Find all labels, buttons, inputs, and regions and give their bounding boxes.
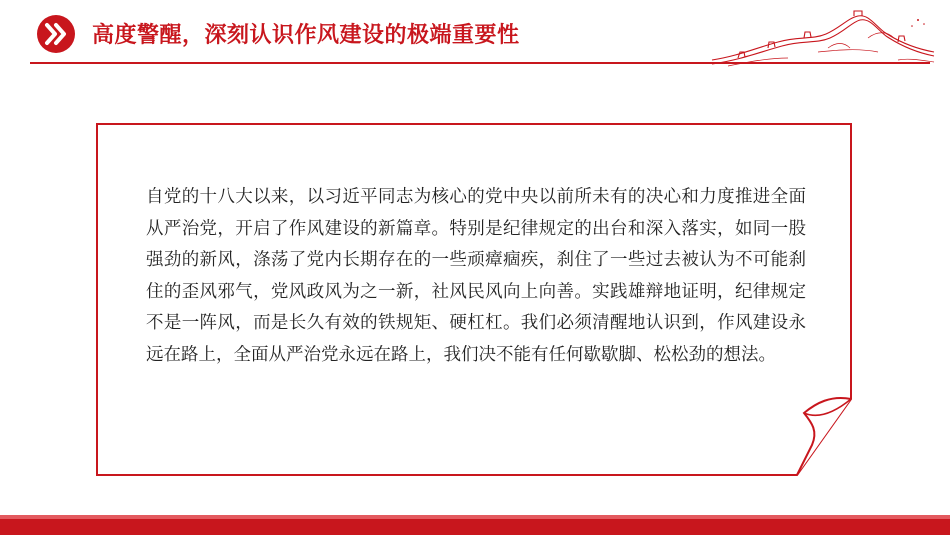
body-paragraph: 自党的十八大以来，以习近平同志为核心的党中央以前所未有的决心和力度推进全面从严治党，开启了作风建设的新篇章。特别是纪律规定的出台和深入落实，如同一股强劲的新风，涤荡了党内长期存在的一些顽瘴痼疾，刹住了一些过去被认为不可能刹住的歪风邪气，党风政风为之一新，社风民风向上向善。实践雄辩地证明，纪律规定不是一阵风，而是长久有效的铁规矩、硬杠杠。我们必须清醒地认识到，作风建设永远在路上，全面从严治党永远在路上，我们决不能有任何歇歇脚、松松劲的想法。 (146, 187, 806, 365)
header (0, 0, 950, 72)
header-underline (30, 62, 930, 64)
footer-bar (0, 519, 950, 535)
great-wall-icon (708, 8, 938, 70)
double-chevron-right-icon (36, 14, 76, 54)
page-title: 高度警醒，深刻认识作风建设的极端重要性 (92, 23, 520, 48)
